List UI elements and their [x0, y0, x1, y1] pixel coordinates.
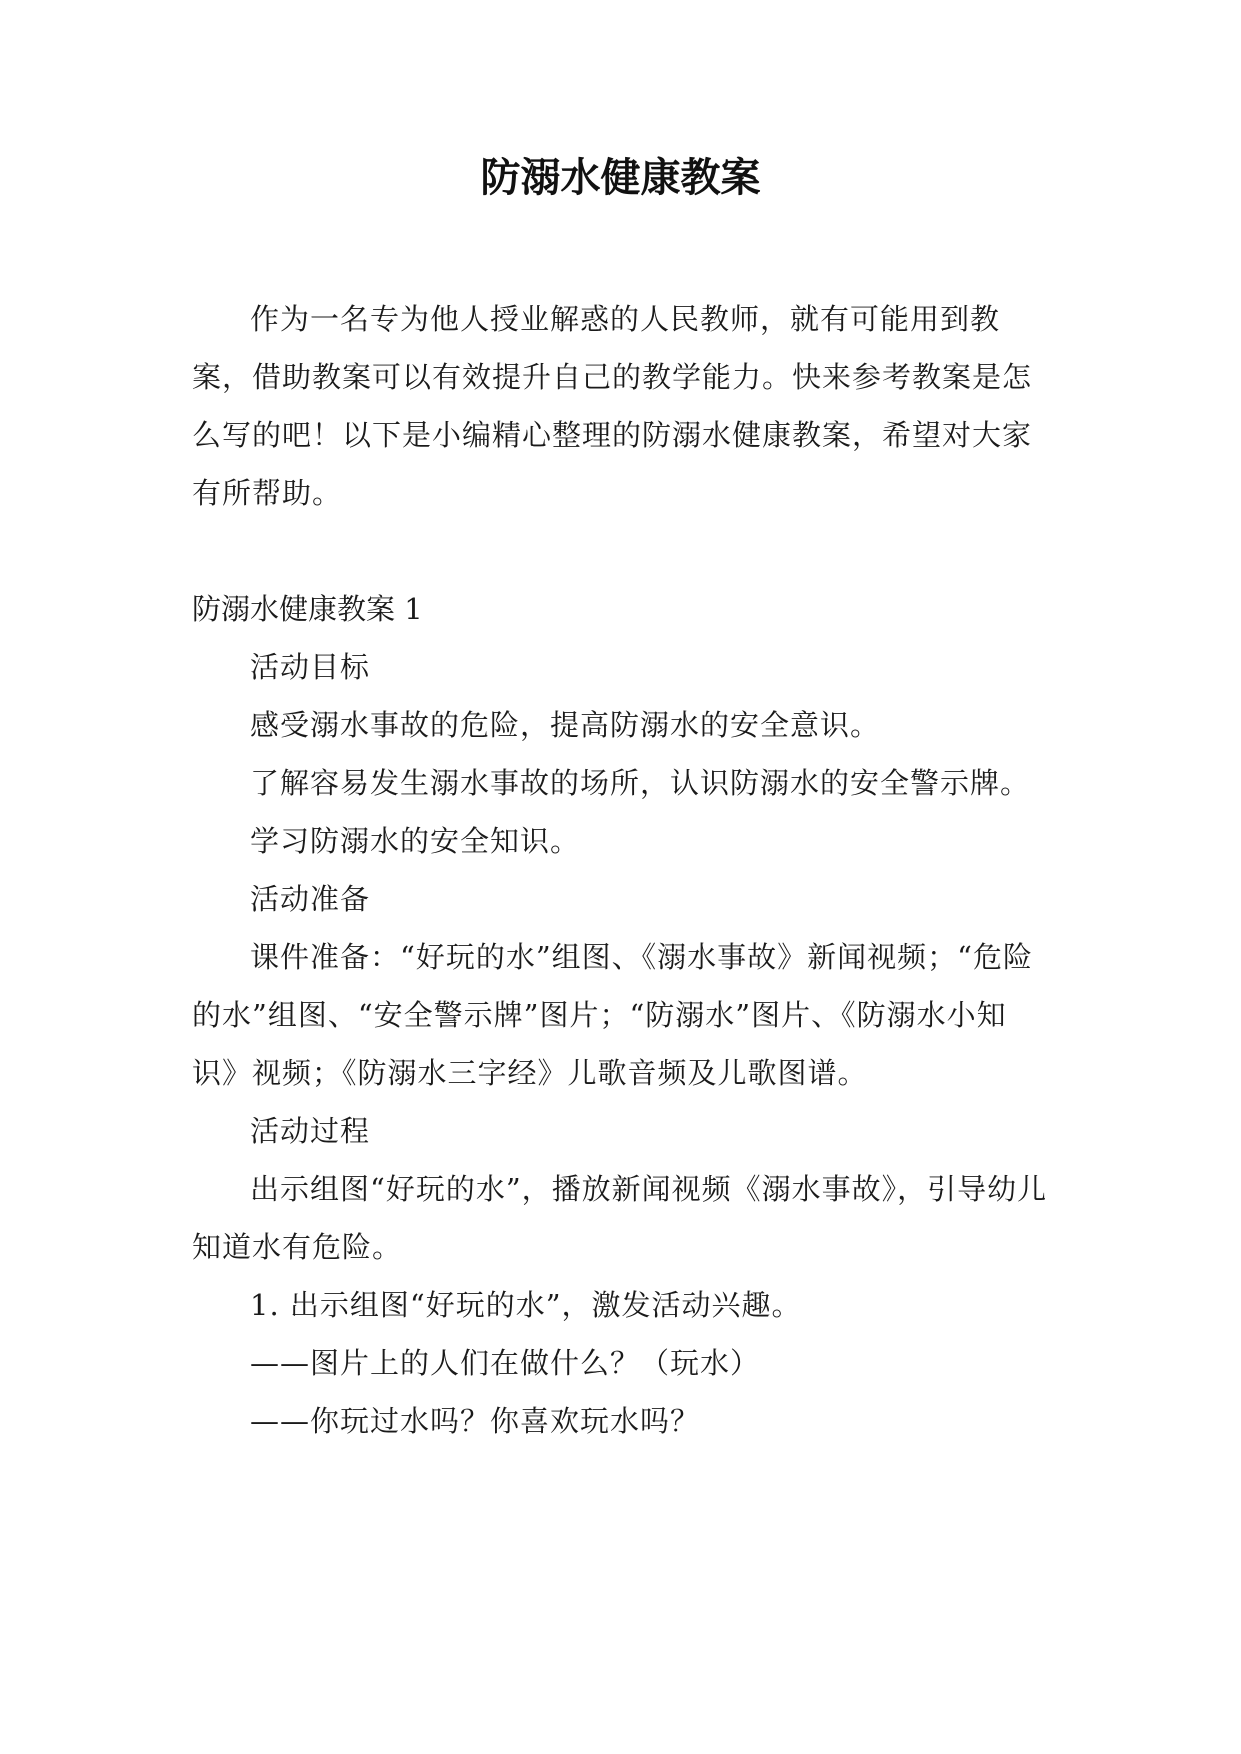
paragraph: 了解容易发生溺水事故的场所，认识防溺水的安全警示牌。 [250, 766, 1031, 800]
paragraph: 1. 出示组图“好玩的水”，激发活动兴趣。 [250, 1288, 802, 1322]
paragraph: 出示组图“好玩的水”，播放新闻视频《溺水事故》，引导幼儿知道水有危险。 [192, 1172, 1048, 1264]
intro-paragraph: 作为一名专为他人授业解惑的人民教师，就有可能用到教案，借助教案可以有效提升自己的教学能力。快来参考教案是怎么写的吧！以下是小编精心整理的防溺水健康教案，希望对大家有所帮助。 [192, 302, 1033, 510]
paragraph-activity-goal: 活动目标 [250, 650, 371, 684]
paragraph: 感受溺水事故的危险，提高防溺水的安全意识。 [250, 708, 881, 742]
paragraph: ——你玩过水吗？你喜欢玩水吗？ [250, 1404, 701, 1438]
paragraph: ——图片上的人们在做什么？（玩水） [250, 1346, 761, 1380]
paragraph-activity-process: 活动过程 [250, 1114, 371, 1148]
document-body [192, 290, 1052, 1450]
paragraph: 课件准备：“好玩的水”组图、《溺水事故》新闻视频；“危险的水”组图、“安全警示牌”图片；“防溺水”图片、《防溺水小知识》视频；《防溺水三字经》儿歌音频及儿歌图谱。 [192, 940, 1033, 1090]
spacer [192, 522, 1052, 580]
document-title: 防溺水健康教案 [480, 155, 761, 201]
paragraph-activity-prep: 活动准备 [250, 882, 371, 916]
paragraph: 学习防溺水的安全知识。 [250, 824, 581, 858]
section-heading: 防溺水健康教案 1 [192, 592, 423, 626]
